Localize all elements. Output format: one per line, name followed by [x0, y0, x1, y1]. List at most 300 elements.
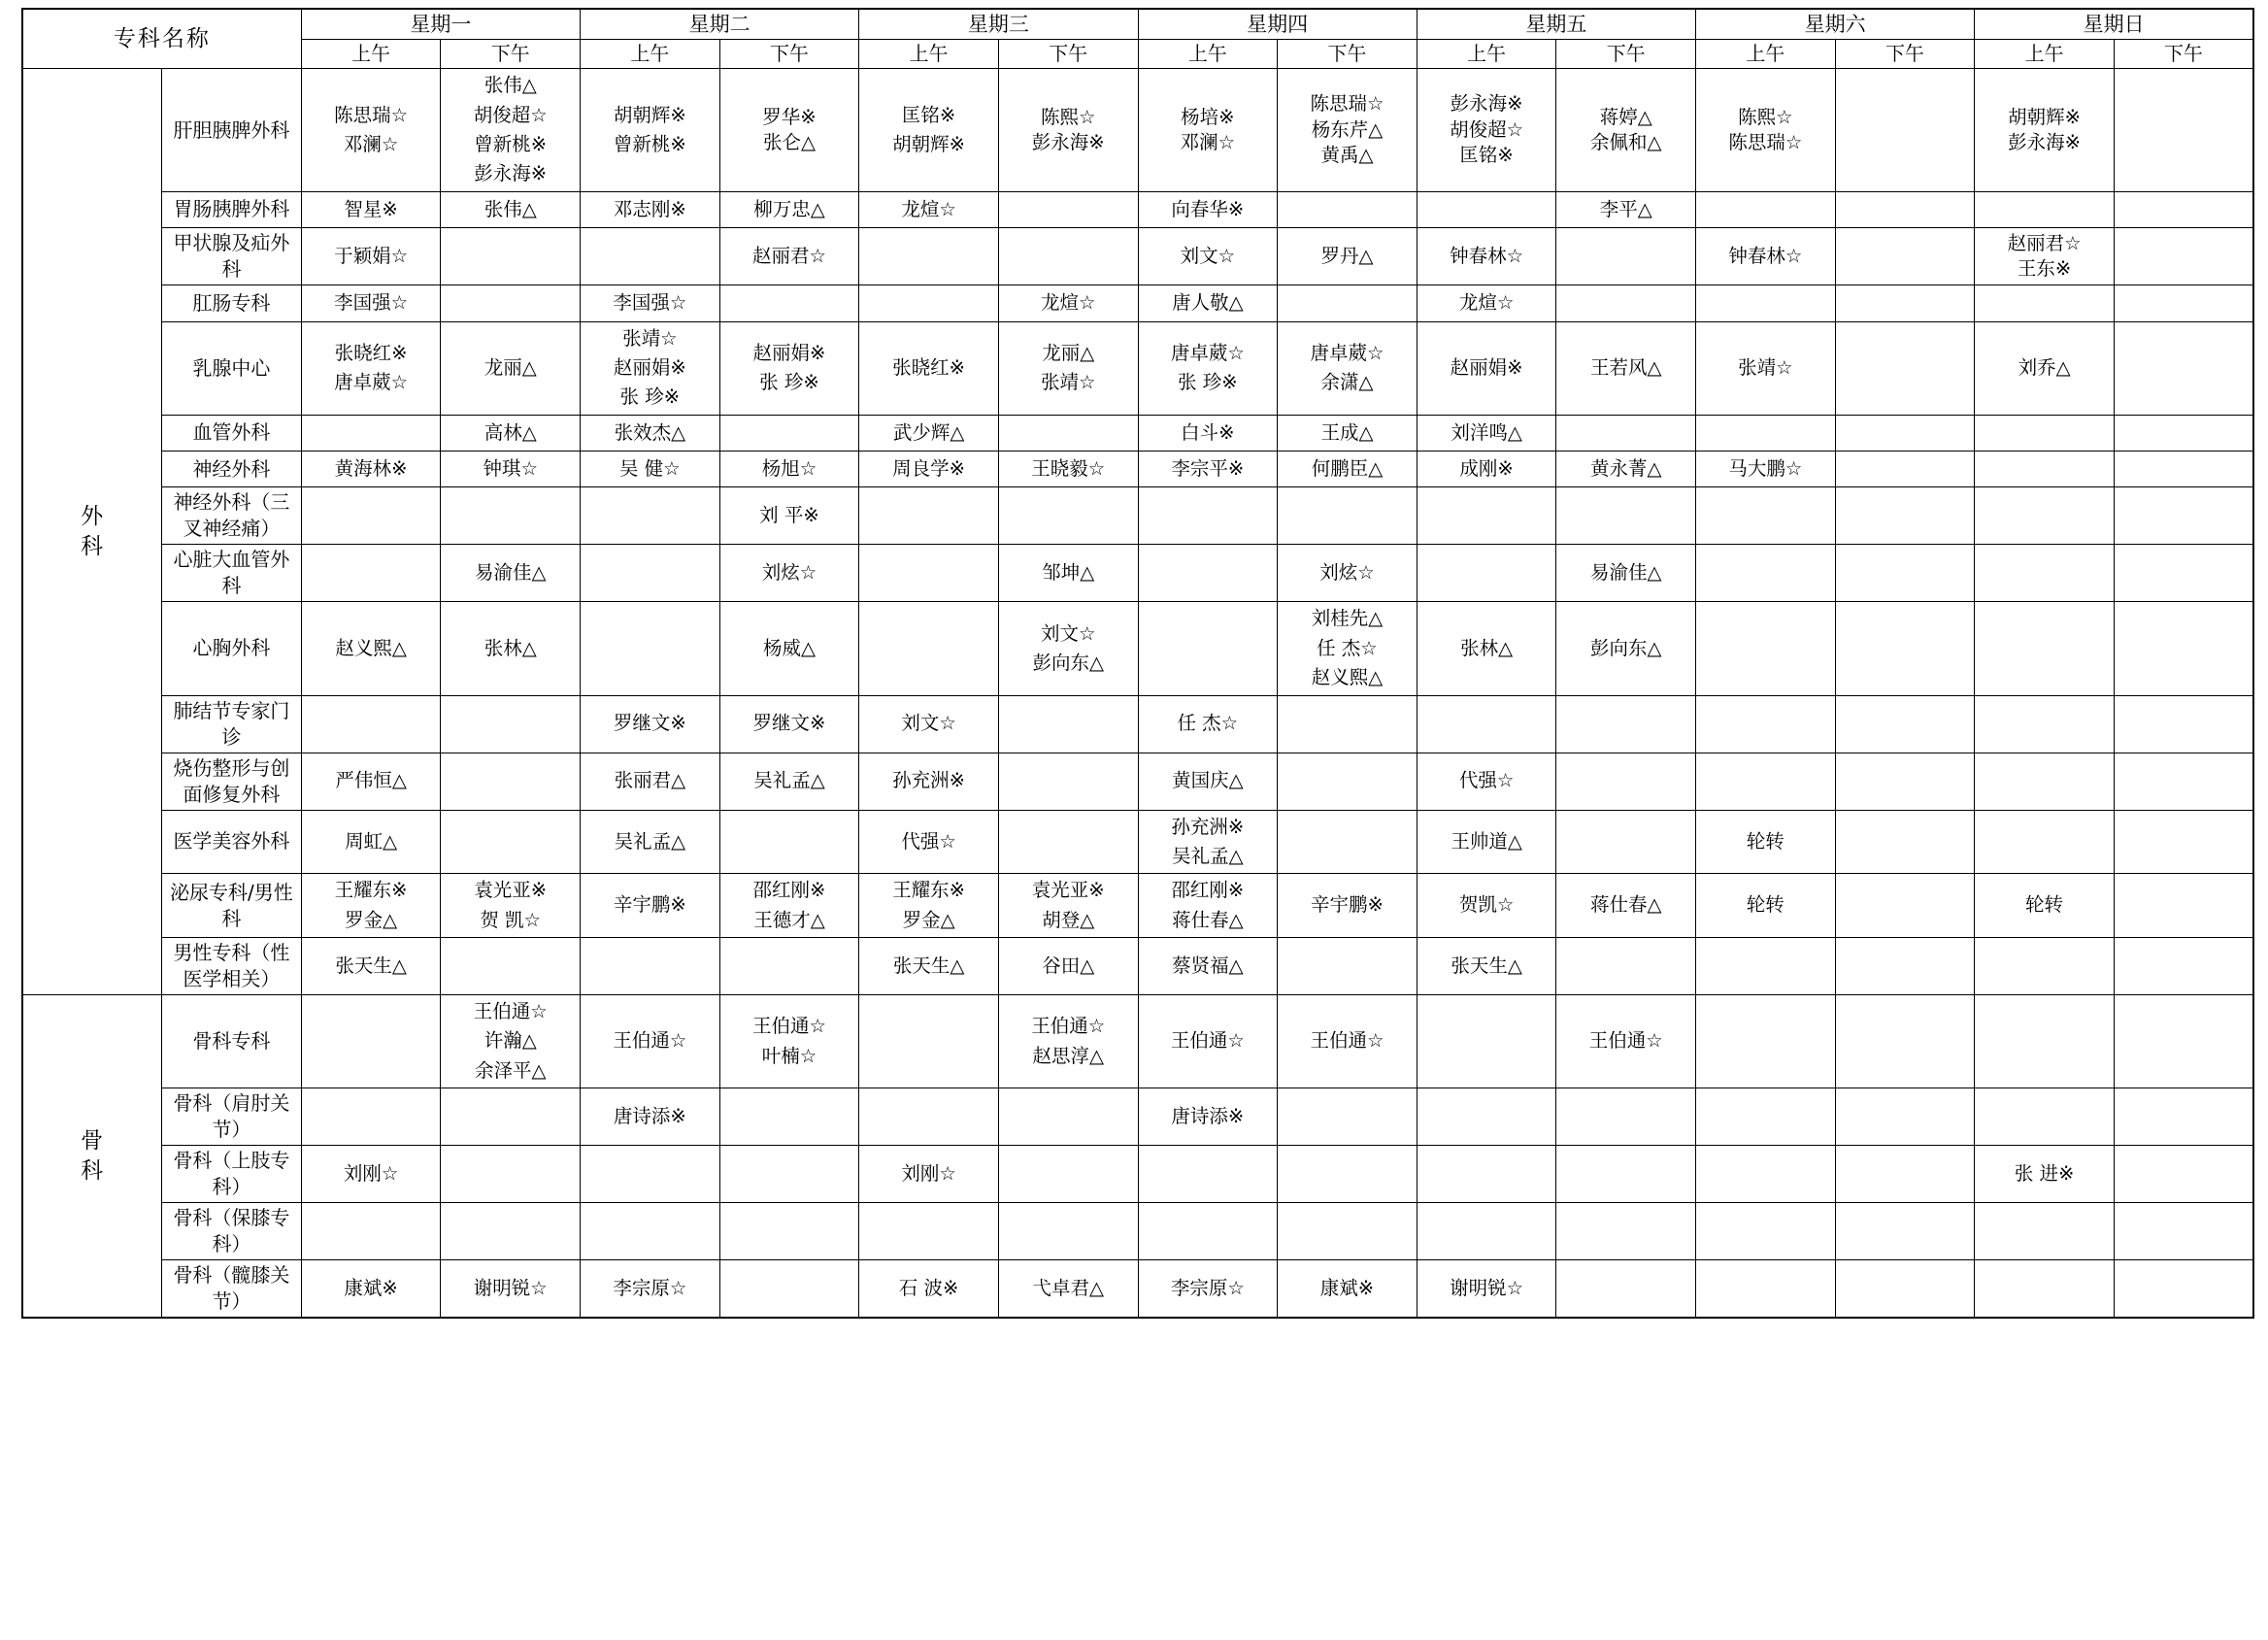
schedule-slot[interactable] — [1278, 191, 1418, 227]
schedule-slot[interactable] — [2114, 1203, 2253, 1260]
schedule-slot[interactable] — [1417, 487, 1556, 545]
schedule-slot[interactable] — [1138, 452, 1278, 487]
schedule-slot[interactable] — [1417, 1088, 1556, 1146]
schedule-slot[interactable] — [1278, 228, 1418, 285]
schedule-slot[interactable] — [1835, 995, 1975, 1088]
schedule-slot[interactable] — [441, 602, 581, 695]
schedule-slot[interactable] — [301, 321, 441, 415]
schedule-slot[interactable] — [1696, 753, 1836, 810]
schedule-slot[interactable] — [719, 545, 859, 602]
schedule-slot[interactable] — [1975, 602, 2115, 695]
schedule-slot[interactable] — [1835, 753, 1975, 810]
schedule-slot[interactable] — [581, 695, 720, 753]
schedule-slot[interactable] — [1835, 487, 1975, 545]
schedule-slot[interactable] — [1278, 415, 1418, 451]
schedule-slot[interactable] — [859, 874, 999, 938]
schedule-slot[interactable] — [1278, 1203, 1418, 1260]
schedule-slot[interactable] — [859, 415, 999, 451]
schedule-slot[interactable] — [1696, 228, 1836, 285]
schedule-slot[interactable] — [581, 1260, 720, 1319]
schedule-slot[interactable] — [1975, 487, 2115, 545]
schedule-slot[interactable] — [1696, 69, 1836, 192]
schedule-slot[interactable] — [998, 545, 1138, 602]
schedule-slot[interactable] — [998, 695, 1138, 753]
schedule-slot[interactable] — [998, 452, 1138, 487]
schedule-slot[interactable] — [1835, 695, 1975, 753]
schedule-slot[interactable] — [1417, 995, 1556, 1088]
schedule-slot[interactable] — [859, 545, 999, 602]
schedule-slot[interactable] — [998, 228, 1138, 285]
schedule-slot[interactable] — [859, 1260, 999, 1319]
schedule-slot[interactable] — [301, 995, 441, 1088]
schedule-slot[interactable] — [859, 452, 999, 487]
schedule-slot[interactable] — [1696, 602, 1836, 695]
schedule-slot[interactable] — [2114, 810, 2253, 874]
schedule-slot[interactable] — [441, 228, 581, 285]
schedule-slot[interactable] — [581, 285, 720, 321]
schedule-slot[interactable] — [441, 995, 581, 1088]
schedule-slot[interactable] — [1278, 695, 1418, 753]
schedule-slot[interactable] — [1835, 321, 1975, 415]
schedule-slot[interactable] — [859, 285, 999, 321]
schedule-slot[interactable] — [1696, 415, 1836, 451]
doctor-name: 赵丽娟※ — [613, 355, 686, 379]
schedule-slot[interactable] — [719, 321, 859, 415]
schedule-slot[interactable] — [1138, 1088, 1278, 1146]
schedule-slot[interactable] — [1556, 602, 1696, 695]
schedule-slot[interactable] — [1278, 1146, 1418, 1203]
schedule-slot[interactable] — [998, 753, 1138, 810]
schedule-slot[interactable] — [1975, 545, 2115, 602]
schedule-slot[interactable] — [1975, 228, 2115, 285]
schedule-slot[interactable] — [859, 1088, 999, 1146]
schedule-slot[interactable] — [1975, 938, 2115, 995]
schedule-slot[interactable] — [859, 995, 999, 1088]
schedule-slot[interactable] — [2114, 602, 2253, 695]
schedule-slot[interactable] — [1556, 452, 1696, 487]
schedule-slot[interactable] — [441, 285, 581, 321]
schedule-slot[interactable] — [581, 487, 720, 545]
schedule-slot[interactable] — [1696, 810, 1836, 874]
schedule-slot[interactable] — [1417, 191, 1556, 227]
schedule-slot[interactable] — [998, 415, 1138, 451]
schedule-slot[interactable] — [1278, 487, 1418, 545]
schedule-slot[interactable] — [1278, 452, 1418, 487]
schedule-slot[interactable] — [581, 228, 720, 285]
schedule-slot[interactable] — [1556, 938, 1696, 995]
schedule-slot[interactable] — [301, 1088, 441, 1146]
schedule-slot[interactable] — [2114, 487, 2253, 545]
schedule-slot[interactable] — [1417, 1203, 1556, 1260]
doctor-name: 邵红刚※ — [1171, 879, 1245, 902]
schedule-slot[interactable] — [1278, 69, 1418, 192]
schedule-slot[interactable] — [581, 810, 720, 874]
schedule-slot[interactable] — [1835, 810, 1975, 874]
schedule-slot[interactable] — [1556, 1088, 1696, 1146]
schedule-slot[interactable] — [1556, 1203, 1696, 1260]
schedule-slot[interactable] — [581, 191, 720, 227]
schedule-slot[interactable] — [1417, 695, 1556, 753]
schedule-slot[interactable] — [719, 228, 859, 285]
schedule-slot[interactable] — [301, 69, 441, 192]
schedule-slot[interactable] — [1417, 938, 1556, 995]
schedule-slot[interactable] — [1556, 695, 1696, 753]
schedule-slot[interactable] — [1138, 285, 1278, 321]
schedule-slot[interactable] — [301, 545, 441, 602]
schedule-slot[interactable] — [581, 415, 720, 451]
schedule-slot[interactable] — [581, 874, 720, 938]
schedule-slot[interactable] — [859, 695, 999, 753]
schedule-slot[interactable] — [998, 602, 1138, 695]
schedule-slot[interactable] — [1556, 753, 1696, 810]
schedule-slot[interactable] — [1975, 874, 2115, 938]
schedule-slot[interactable] — [998, 69, 1138, 192]
schedule-slot[interactable] — [301, 753, 441, 810]
schedule-slot[interactable] — [1975, 452, 2115, 487]
schedule-slot[interactable] — [1278, 874, 1418, 938]
schedule-slot[interactable] — [2114, 938, 2253, 995]
schedule-slot[interactable] — [441, 695, 581, 753]
schedule-slot[interactable] — [441, 874, 581, 938]
schedule-slot[interactable] — [1835, 285, 1975, 321]
schedule-slot[interactable] — [1278, 1260, 1418, 1319]
schedule-slot[interactable] — [859, 938, 999, 995]
schedule-slot[interactable] — [998, 1260, 1138, 1319]
schedule-slot[interactable] — [1417, 753, 1556, 810]
schedule-slot[interactable] — [581, 452, 720, 487]
schedule-slot[interactable] — [2114, 1088, 2253, 1146]
schedule-slot[interactable] — [859, 228, 999, 285]
schedule-slot[interactable] — [1975, 415, 2115, 451]
schedule-slot[interactable] — [301, 452, 441, 487]
schedule-slot[interactable] — [1138, 753, 1278, 810]
schedule-slot[interactable] — [1138, 1203, 1278, 1260]
schedule-slot[interactable] — [1138, 69, 1278, 192]
schedule-slot[interactable] — [1278, 321, 1418, 415]
schedule-slot[interactable] — [719, 415, 859, 451]
schedule-slot[interactable] — [1975, 995, 2115, 1088]
schedule-slot[interactable] — [1556, 810, 1696, 874]
schedule-slot[interactable] — [1417, 1146, 1556, 1203]
schedule-slot[interactable] — [719, 874, 859, 938]
schedule-slot[interactable] — [1417, 415, 1556, 451]
schedule-slot[interactable] — [1835, 874, 1975, 938]
schedule-slot[interactable] — [1696, 1203, 1836, 1260]
schedule-slot[interactable] — [2114, 545, 2253, 602]
schedule-slot[interactable] — [1556, 415, 1696, 451]
schedule-slot[interactable] — [1975, 69, 2115, 192]
schedule-slot[interactable] — [2114, 415, 2253, 451]
schedule-slot[interactable] — [301, 228, 441, 285]
schedule-slot[interactable] — [1696, 545, 1836, 602]
schedule-slot[interactable] — [1556, 285, 1696, 321]
schedule-slot[interactable] — [1835, 545, 1975, 602]
schedule-slot[interactable] — [581, 753, 720, 810]
schedule-slot[interactable] — [1696, 995, 1836, 1088]
schedule-slot[interactable] — [301, 1260, 441, 1319]
schedule-slot[interactable] — [441, 1146, 581, 1203]
doctor-name: 李国强☆ — [613, 291, 687, 315]
schedule-slot[interactable] — [998, 191, 1138, 227]
schedule-slot[interactable] — [1138, 995, 1278, 1088]
schedule-slot[interactable] — [859, 69, 999, 192]
schedule-slot[interactable] — [1835, 1146, 1975, 1203]
schedule-slot[interactable] — [1138, 938, 1278, 995]
doctor-name: 张伟△ — [484, 74, 537, 97]
schedule-slot[interactable] — [581, 69, 720, 192]
schedule-slot[interactable] — [1556, 995, 1696, 1088]
schedule-slot[interactable] — [1138, 415, 1278, 451]
schedule-slot[interactable] — [1835, 415, 1975, 451]
schedule-slot[interactable] — [998, 938, 1138, 995]
schedule-slot[interactable] — [1417, 1260, 1556, 1319]
schedule-slot[interactable] — [1835, 191, 1975, 227]
schedule-slot[interactable] — [1696, 321, 1836, 415]
schedule-slot[interactable] — [301, 602, 441, 695]
doctor-name: 王若风△ — [1589, 355, 1662, 379]
schedule-slot[interactable] — [859, 487, 999, 545]
schedule-slot[interactable] — [859, 602, 999, 695]
schedule-slot[interactable] — [998, 810, 1138, 874]
doctor-name: 龙煊☆ — [1458, 291, 1515, 315]
schedule-slot[interactable] — [1835, 938, 1975, 995]
schedule-slot[interactable] — [1278, 1088, 1418, 1146]
schedule-slot[interactable] — [719, 1260, 859, 1319]
schedule-slot[interactable] — [719, 995, 859, 1088]
schedule-slot[interactable] — [441, 69, 581, 192]
schedule-slot[interactable] — [1696, 1260, 1836, 1319]
schedule-slot[interactable] — [2114, 995, 2253, 1088]
schedule-slot[interactable] — [1835, 69, 1975, 192]
schedule-slot[interactable] — [719, 452, 859, 487]
schedule-slot[interactable] — [1556, 1146, 1696, 1203]
schedule-slot[interactable] — [998, 1203, 1138, 1260]
schedule-slot[interactable] — [1556, 487, 1696, 545]
schedule-slot[interactable] — [1696, 938, 1836, 995]
schedule-slot[interactable] — [1975, 810, 2115, 874]
schedule-slot[interactable] — [1278, 810, 1418, 874]
doctor-name: 吴礼孟△ — [614, 829, 686, 853]
schedule-slot[interactable] — [1975, 1203, 2115, 1260]
schedule-slot[interactable] — [1556, 545, 1696, 602]
schedule-slot[interactable] — [719, 1203, 859, 1260]
schedule-slot[interactable] — [1417, 321, 1556, 415]
schedule-slot[interactable] — [581, 938, 720, 995]
schedule-slot[interactable] — [441, 938, 581, 995]
doctor-name: 邓志刚※ — [613, 197, 686, 220]
schedule-slot[interactable] — [1975, 285, 2115, 321]
schedule-slot[interactable] — [719, 1088, 859, 1146]
schedule-slot[interactable] — [1138, 321, 1278, 415]
schedule-slot[interactable] — [301, 695, 441, 753]
schedule-slot[interactable] — [2114, 753, 2253, 810]
doctor-name: 唐卓葳☆ — [1170, 341, 1245, 364]
schedule-slot[interactable] — [1835, 1088, 1975, 1146]
schedule-slot[interactable] — [1138, 191, 1278, 227]
schedule-slot[interactable] — [859, 1146, 999, 1203]
schedule-slot[interactable] — [998, 321, 1138, 415]
schedule-slot[interactable] — [2114, 874, 2253, 938]
schedule-slot[interactable] — [581, 995, 720, 1088]
schedule-slot[interactable] — [2114, 285, 2253, 321]
schedule-slot[interactable] — [1417, 810, 1556, 874]
schedule-slot[interactable] — [441, 452, 581, 487]
schedule-slot[interactable] — [441, 1203, 581, 1260]
schedule-slot[interactable] — [719, 285, 859, 321]
schedule-slot[interactable] — [1417, 545, 1556, 602]
schedule-slot[interactable] — [441, 321, 581, 415]
schedule-slot[interactable] — [2114, 228, 2253, 285]
slot-name-stack — [1143, 813, 1274, 872]
schedule-slot[interactable] — [441, 487, 581, 545]
schedule-slot[interactable] — [1138, 1260, 1278, 1319]
schedule-slot[interactable] — [1138, 1146, 1278, 1203]
schedule-slot[interactable] — [1138, 545, 1278, 602]
schedule-slot[interactable] — [1975, 321, 2115, 415]
schedule-slot[interactable] — [859, 1203, 999, 1260]
schedule-slot[interactable] — [719, 695, 859, 753]
schedule-slot[interactable] — [1138, 602, 1278, 695]
schedule-slot[interactable] — [1696, 487, 1836, 545]
schedule-slot[interactable] — [301, 285, 441, 321]
schedule-slot[interactable] — [581, 1146, 720, 1203]
schedule-slot[interactable] — [581, 545, 720, 602]
schedule-slot[interactable] — [1556, 228, 1696, 285]
schedule-slot[interactable] — [1835, 228, 1975, 285]
schedule-slot[interactable] — [1556, 191, 1696, 227]
schedule-slot[interactable] — [1975, 695, 2115, 753]
doctor-name: 李宗原☆ — [613, 1276, 687, 1299]
schedule-slot[interactable] — [859, 321, 999, 415]
doctor-name: 代强☆ — [1458, 769, 1515, 792]
schedule-slot[interactable] — [1556, 321, 1696, 415]
schedule-slot[interactable] — [301, 415, 441, 451]
schedule-slot[interactable] — [998, 874, 1138, 938]
schedule-slot[interactable] — [581, 1088, 720, 1146]
schedule-slot[interactable] — [441, 1088, 581, 1146]
schedule-slot[interactable] — [998, 995, 1138, 1088]
doctor-name: 胡俊超☆ — [1450, 117, 1524, 141]
schedule-slot[interactable] — [1696, 1146, 1836, 1203]
schedule-slot[interactable] — [1975, 191, 2115, 227]
schedule-slot[interactable] — [1138, 487, 1278, 545]
schedule-slot[interactable] — [301, 191, 441, 227]
schedule-slot[interactable] — [1278, 753, 1418, 810]
schedule-slot[interactable] — [859, 753, 999, 810]
schedule-slot[interactable] — [1278, 938, 1418, 995]
specialty-name-cell: 骨科专科 — [162, 995, 302, 1088]
schedule-slot[interactable] — [301, 1146, 441, 1203]
schedule-slot[interactable] — [1278, 602, 1418, 695]
schedule-slot[interactable] — [1138, 228, 1278, 285]
schedule-slot[interactable] — [998, 285, 1138, 321]
doctor-name: 匡铭※ — [901, 103, 956, 126]
schedule-slot[interactable] — [1696, 285, 1836, 321]
schedule-slot[interactable] — [1417, 874, 1556, 938]
schedule-slot[interactable] — [1696, 1088, 1836, 1146]
schedule-slot[interactable] — [719, 753, 859, 810]
schedule-slot[interactable] — [1138, 874, 1278, 938]
doctor-name: 杨旭☆ — [761, 457, 817, 480]
schedule-slot[interactable] — [1556, 69, 1696, 192]
schedule-slot[interactable] — [301, 810, 441, 874]
schedule-slot[interactable] — [998, 487, 1138, 545]
schedule-slot[interactable] — [2114, 1260, 2253, 1319]
schedule-slot[interactable] — [1417, 69, 1556, 192]
schedule-slot[interactable] — [1278, 545, 1418, 602]
schedule-slot[interactable] — [1835, 1203, 1975, 1260]
schedule-slot[interactable] — [998, 1088, 1138, 1146]
schedule-slot[interactable] — [301, 938, 441, 995]
schedule-slot[interactable] — [2114, 69, 2253, 192]
slot-name-stack — [1003, 1012, 1134, 1071]
schedule-slot[interactable] — [441, 545, 581, 602]
schedule-slot[interactable] — [301, 1203, 441, 1260]
schedule-slot[interactable] — [719, 1146, 859, 1203]
schedule-slot[interactable] — [1417, 602, 1556, 695]
schedule-slot[interactable] — [1417, 452, 1556, 487]
schedule-slot[interactable] — [1278, 285, 1418, 321]
schedule-slot[interactable] — [1278, 995, 1418, 1088]
doctor-name: 彭向东△ — [1589, 636, 1662, 659]
schedule-slot[interactable] — [2114, 695, 2253, 753]
schedule-slot[interactable] — [719, 938, 859, 995]
schedule-slot[interactable] — [719, 602, 859, 695]
schedule-slot[interactable] — [719, 69, 859, 192]
schedule-slot[interactable] — [1835, 602, 1975, 695]
schedule-slot[interactable] — [441, 810, 581, 874]
schedule-slot[interactable] — [2114, 321, 2253, 415]
schedule-slot[interactable] — [441, 1260, 581, 1319]
schedule-slot[interactable] — [1417, 285, 1556, 321]
schedule-slot[interactable] — [1138, 810, 1278, 874]
schedule-slot[interactable] — [441, 753, 581, 810]
schedule-slot[interactable] — [859, 810, 999, 874]
schedule-slot[interactable] — [301, 487, 441, 545]
schedule-slot[interactable] — [1835, 452, 1975, 487]
schedule-slot[interactable] — [1696, 695, 1836, 753]
schedule-slot[interactable] — [441, 191, 581, 227]
schedule-slot[interactable] — [719, 810, 859, 874]
schedule-slot[interactable] — [1975, 1260, 2115, 1319]
schedule-slot[interactable] — [2114, 452, 2253, 487]
schedule-slot[interactable] — [1417, 228, 1556, 285]
schedule-slot[interactable] — [1696, 874, 1836, 938]
schedule-slot[interactable] — [301, 874, 441, 938]
schedule-slot[interactable] — [1975, 1146, 2115, 1203]
schedule-slot[interactable] — [719, 191, 859, 227]
schedule-slot[interactable] — [441, 415, 581, 451]
schedule-slot[interactable] — [1138, 695, 1278, 753]
schedule-slot[interactable] — [1835, 1260, 1975, 1319]
schedule-slot[interactable] — [1556, 1260, 1696, 1319]
schedule-slot[interactable] — [1975, 1088, 2115, 1146]
schedule-slot[interactable] — [581, 602, 720, 695]
schedule-slot[interactable] — [859, 191, 999, 227]
schedule-slot[interactable] — [1975, 753, 2115, 810]
doctor-name: 张林△ — [484, 636, 537, 659]
doctor-name: 唐人敬△ — [1172, 291, 1244, 315]
schedule-slot[interactable] — [1696, 191, 1836, 227]
schedule-slot[interactable] — [581, 321, 720, 415]
schedule-slot[interactable] — [2114, 191, 2253, 227]
schedule-slot[interactable] — [581, 1203, 720, 1260]
schedule-slot[interactable] — [719, 487, 859, 545]
schedule-slot[interactable] — [1696, 452, 1836, 487]
schedule-slot[interactable] — [2114, 1146, 2253, 1203]
schedule-slot[interactable] — [998, 1146, 1138, 1203]
schedule-slot[interactable] — [1556, 874, 1696, 938]
